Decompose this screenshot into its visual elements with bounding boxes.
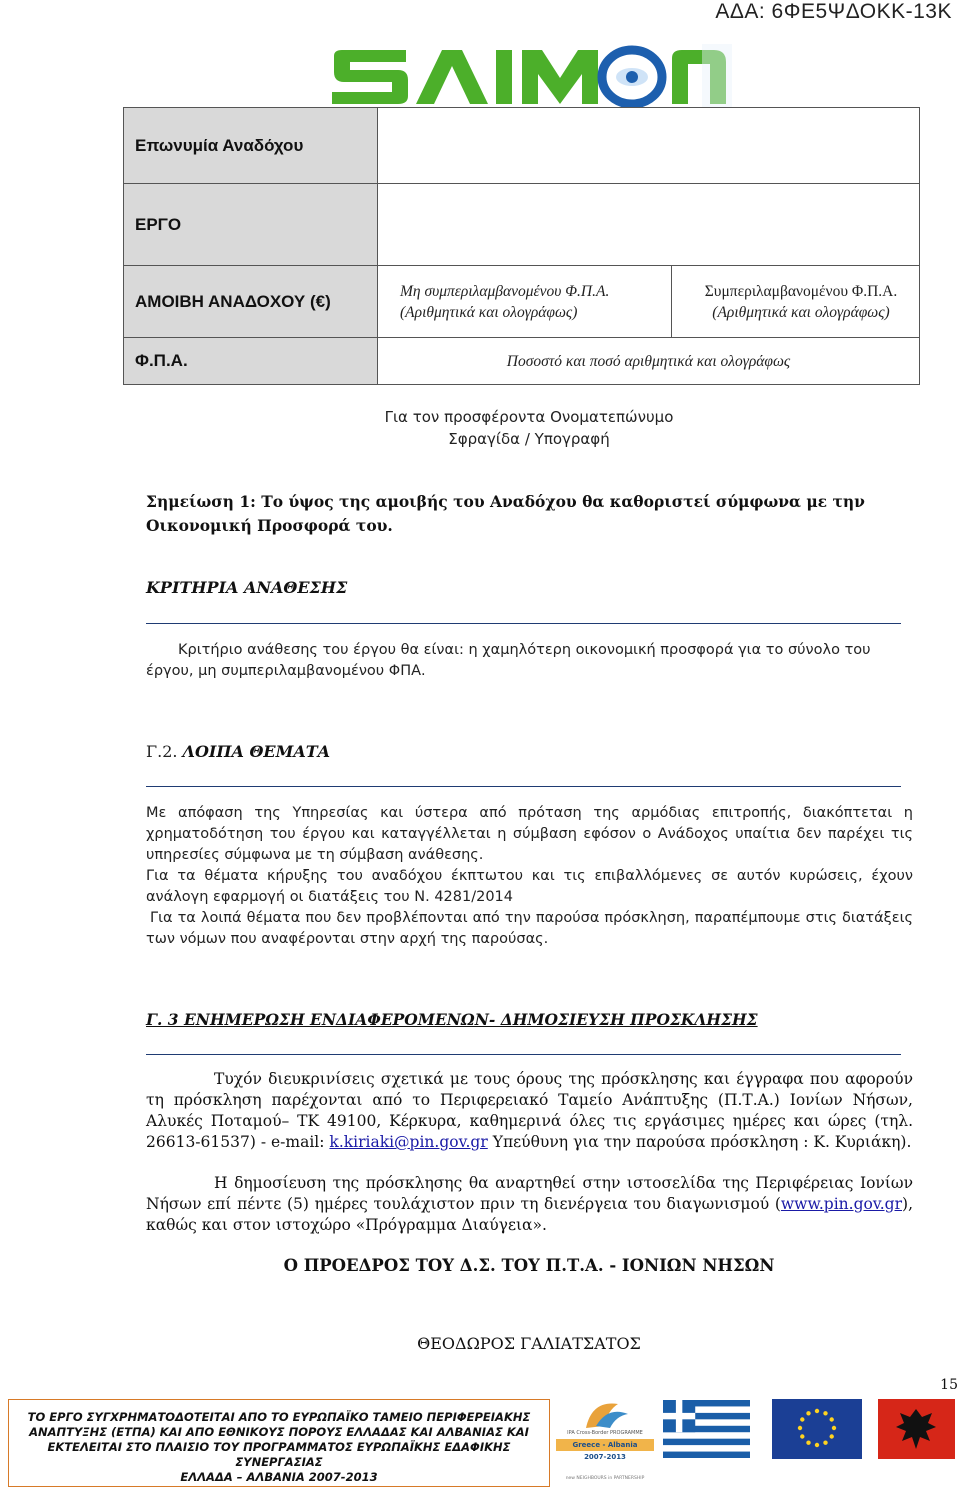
fee-excl-vat-cell [378,266,672,338]
footer-line4: ΕΛΛΑΔΑ – ΑΛΒΑΝΙΑ 2007-2013 [180,1470,378,1484]
publicity-rule [146,1054,901,1055]
signature-line2: Σφραγίδα / Υπογραφή [448,430,610,448]
footer-cofinancing-box [8,1399,550,1487]
signature-line1: Για τον προσφέροντα Ονοματεπώνυμο [384,408,674,426]
award-criteria-heading: ΚΡΙΤΗΡΙΑ ΑΝΑΘΕΣΗΣ [146,578,348,597]
other-issues-body [146,803,913,950]
fee-excl-vat-line1: Μη συμπεριλαμβανομένου Φ.Π.Α. [400,282,610,300]
publicity-para2-tail: ), καθώς και στον ιστοχώρο «Πρόγραμμα Διαύγεια». [146,1195,913,1234]
award-criteria-text: Κριτήριο ανάθεσης του έργου θα είναι: η χαμηλότερη οικονομική προσφορά για το σύνολο του έργου, μη συμπεριλαμβανομένου ΦΠΑ. [146,642,871,679]
ipa-logo-line2: Greece - Albania [556,1439,654,1451]
eu-flag-icon [772,1399,862,1459]
vat-value: Ποσοστό και ποσό αριθμητικά και ολογράφως [506,352,791,370]
contractor-label: Επωνυμία Αναδόχου [124,108,378,184]
award-criteria-rule [146,623,901,624]
ipa-logo-line3: 2007-2013 [584,1453,626,1461]
website-link[interactable]: www.pin.gov.gr [780,1195,903,1213]
footer-line3: ΕΚΤΕΛΕΙΤΑΙ ΣΤΟ ΠΛΑΙΣΙΟ ΤΟΥ ΠΡΟΓΡΑΜΜΑΤΟΣ ΕΥΡΩΠΑΪΚΗΣ ΕΔΑΦΙΚΗΣ ΣΥΝΕΡΓΑΣΙΑΣ [47,1440,511,1469]
note-1: Σημείωση 1: Το ύψος της αμοιβής του Αναδόχου θα καθοριστεί σύμφωνα με την Οικονομική Προσφορά του. [146,492,865,535]
other-issues-para3: Για τα λοιπά θέματα που δεν προβλέπονται από την παρούσα πρόσκληση, παραπέμπουμε στις διατάξεις των νόμων που αναφέρονται στην αρχή της παρούσας. [146,910,913,947]
fee-incl-vat-line2: (Αριθμητικά και ολογράφως) [712,303,890,321]
publicity-para1-tail: Υπεύθυνη για την παρούσα πρόσκληση : Κ. Κυριάκη). [487,1133,912,1151]
fee-excl-vat-line2: (Αριθμητικά και ολογράφως) [400,303,578,321]
greek-flag-icon [663,1399,750,1459]
fee-incl-vat-line1: Συμπεριλαμβανομένου Φ.Π.Α. [704,282,898,300]
albanian-flag-icon [878,1399,955,1459]
closing-title: Ο ΠΡΟΕΔΡΟΣ ΤΟΥ Δ.Σ. ΤΟΥ Π.Τ.Α. - ΙΟΝΙΩΝ ΝΗΣΩΝ [283,1256,775,1275]
other-issues-heading-wrap [146,742,330,761]
other-issues-rule [146,786,901,787]
fee-incl-vat-cell [672,266,920,338]
saimon-logo [330,44,732,108]
publicity-heading: Γ. 3 ΕΝΗΜΕΡΩΣΗ ΕΝΔΙΑΦΕΡΟΜΕΝΩΝ- ΔΗΜΟΣΙΕΥΣΗ ΠΡΟΣΚΛΗΣΗΣ [146,1010,758,1029]
other-issues-para2: Για τα θέματα κήρυξης του αναδόχου έκπτωτου και τις επιβαλλόμενες σε αυτόν κυρώσεις, έχουν ανάλογη εφαρμογή οι διατάξεις του Ν. 4281/2014 [146,868,913,905]
ipa-logo-line4: new NEIGHBOURS in PARTNERSHIP [565,1476,645,1481]
other-issues-para1: Με απόφαση της Υπηρεσίας και ύστερα από πρόταση της αρμόδιας επιτροπής, διακόπτεται η χρηματοδότηση του έργου και καταγγέλλεται η σύμβαση εφόσον ο Ανάδοχος υπαίτια δεν παρέχει τις υπηρεσίες σύμφωνα με τη σύμβαση ανάθεσης. [146,805,913,863]
signature-block [0,406,960,450]
project-value-cell [378,184,920,266]
ada-code: ΑΔΑ: 6ΦΕ5ΨΔΟΚΚ-13Κ [715,0,952,23]
footer-line2: ΑΝΑΠΤΥΞΗΣ (ΕΤΠΑ) ΚΑΙ ΑΠΟ ΕΘΝΙΚΟΥΣ ΠΟΡΟΥΣ ΕΛΛΑΔΑΣ ΚΑΙ ΑΛΒΑΝΙΑΣ ΚΑΙ [29,1425,529,1439]
publicity-para2-text: Η δημοσίευση της πρόσκλησης θα αναρτηθεί στην ιστοσελίδα της Περιφέρειας Ιονίων Νήσων επί πέντε (5) ημέρες τουλάχιστον πριν τη διενέργεια του διαγωνισμού ( [146,1174,913,1213]
ipa-programme-logo [556,1396,654,1488]
closing-name: ΘΕΟΔΩΡΟΣ ΓΑΛΙΑΤΣΑΤΟΣ [417,1334,641,1353]
footer-cofinancing-text [9,1400,549,1485]
page-number: 15 [940,1377,958,1393]
contractor-info-table [123,107,920,385]
project-label: ΕΡΓΟ [124,184,378,266]
publicity-para1 [146,1069,913,1153]
publicity-para1-text: Τυχόν διευκρινίσεις σχετικά με τους όρους της πρόσκλησης και έγγραφα που αφορούν τη πρόσκληση παρέχονται από το Περιφερειακό Ταμείο Ανάπτυξης (Π.Τ.Α.) Ιονίων Νήσων, Αλυκές Ποταμού– ΤΚ 49100, Κέρκυρα, καθημερινά όλες τις εργάσιμες ημέρες και ώρες (τηλ. 26613-61537) - e-mail: [146,1070,913,1151]
publicity-para2 [146,1173,913,1236]
saimon-logo-graphic [330,44,732,108]
other-issues-heading: ΛΟΙΠΑ ΘΕΜΑΤΑ [182,742,331,761]
footer-line1: ΤΟ ΕΡΓΟ ΣΥΓΧΡΗΜΑΤΟΔΟΤΕΙΤΑΙ ΑΠΟ ΤΟ ΕΥΡΩΠΑΪΚΟ ΤΑΜΕΙΟ ΠΕΡΙΦΕΡΕΙΑΚΗΣ [27,1410,531,1424]
contact-email-link[interactable]: k.kiriaki@pin.gov.gr [329,1133,488,1151]
ipa-logo-line1: IPA Cross-Border PROGRAMME [567,1430,643,1436]
other-issues-heading-prefix: Γ.2. [146,742,178,761]
fee-label: ΑΜΟΙΒΗ ΑΝΑΔΟΧΟΥ (€) [124,266,378,338]
vat-value-cell [378,338,920,385]
vat-label: Φ.Π.Α. [124,338,378,385]
contractor-value-cell [378,108,920,184]
